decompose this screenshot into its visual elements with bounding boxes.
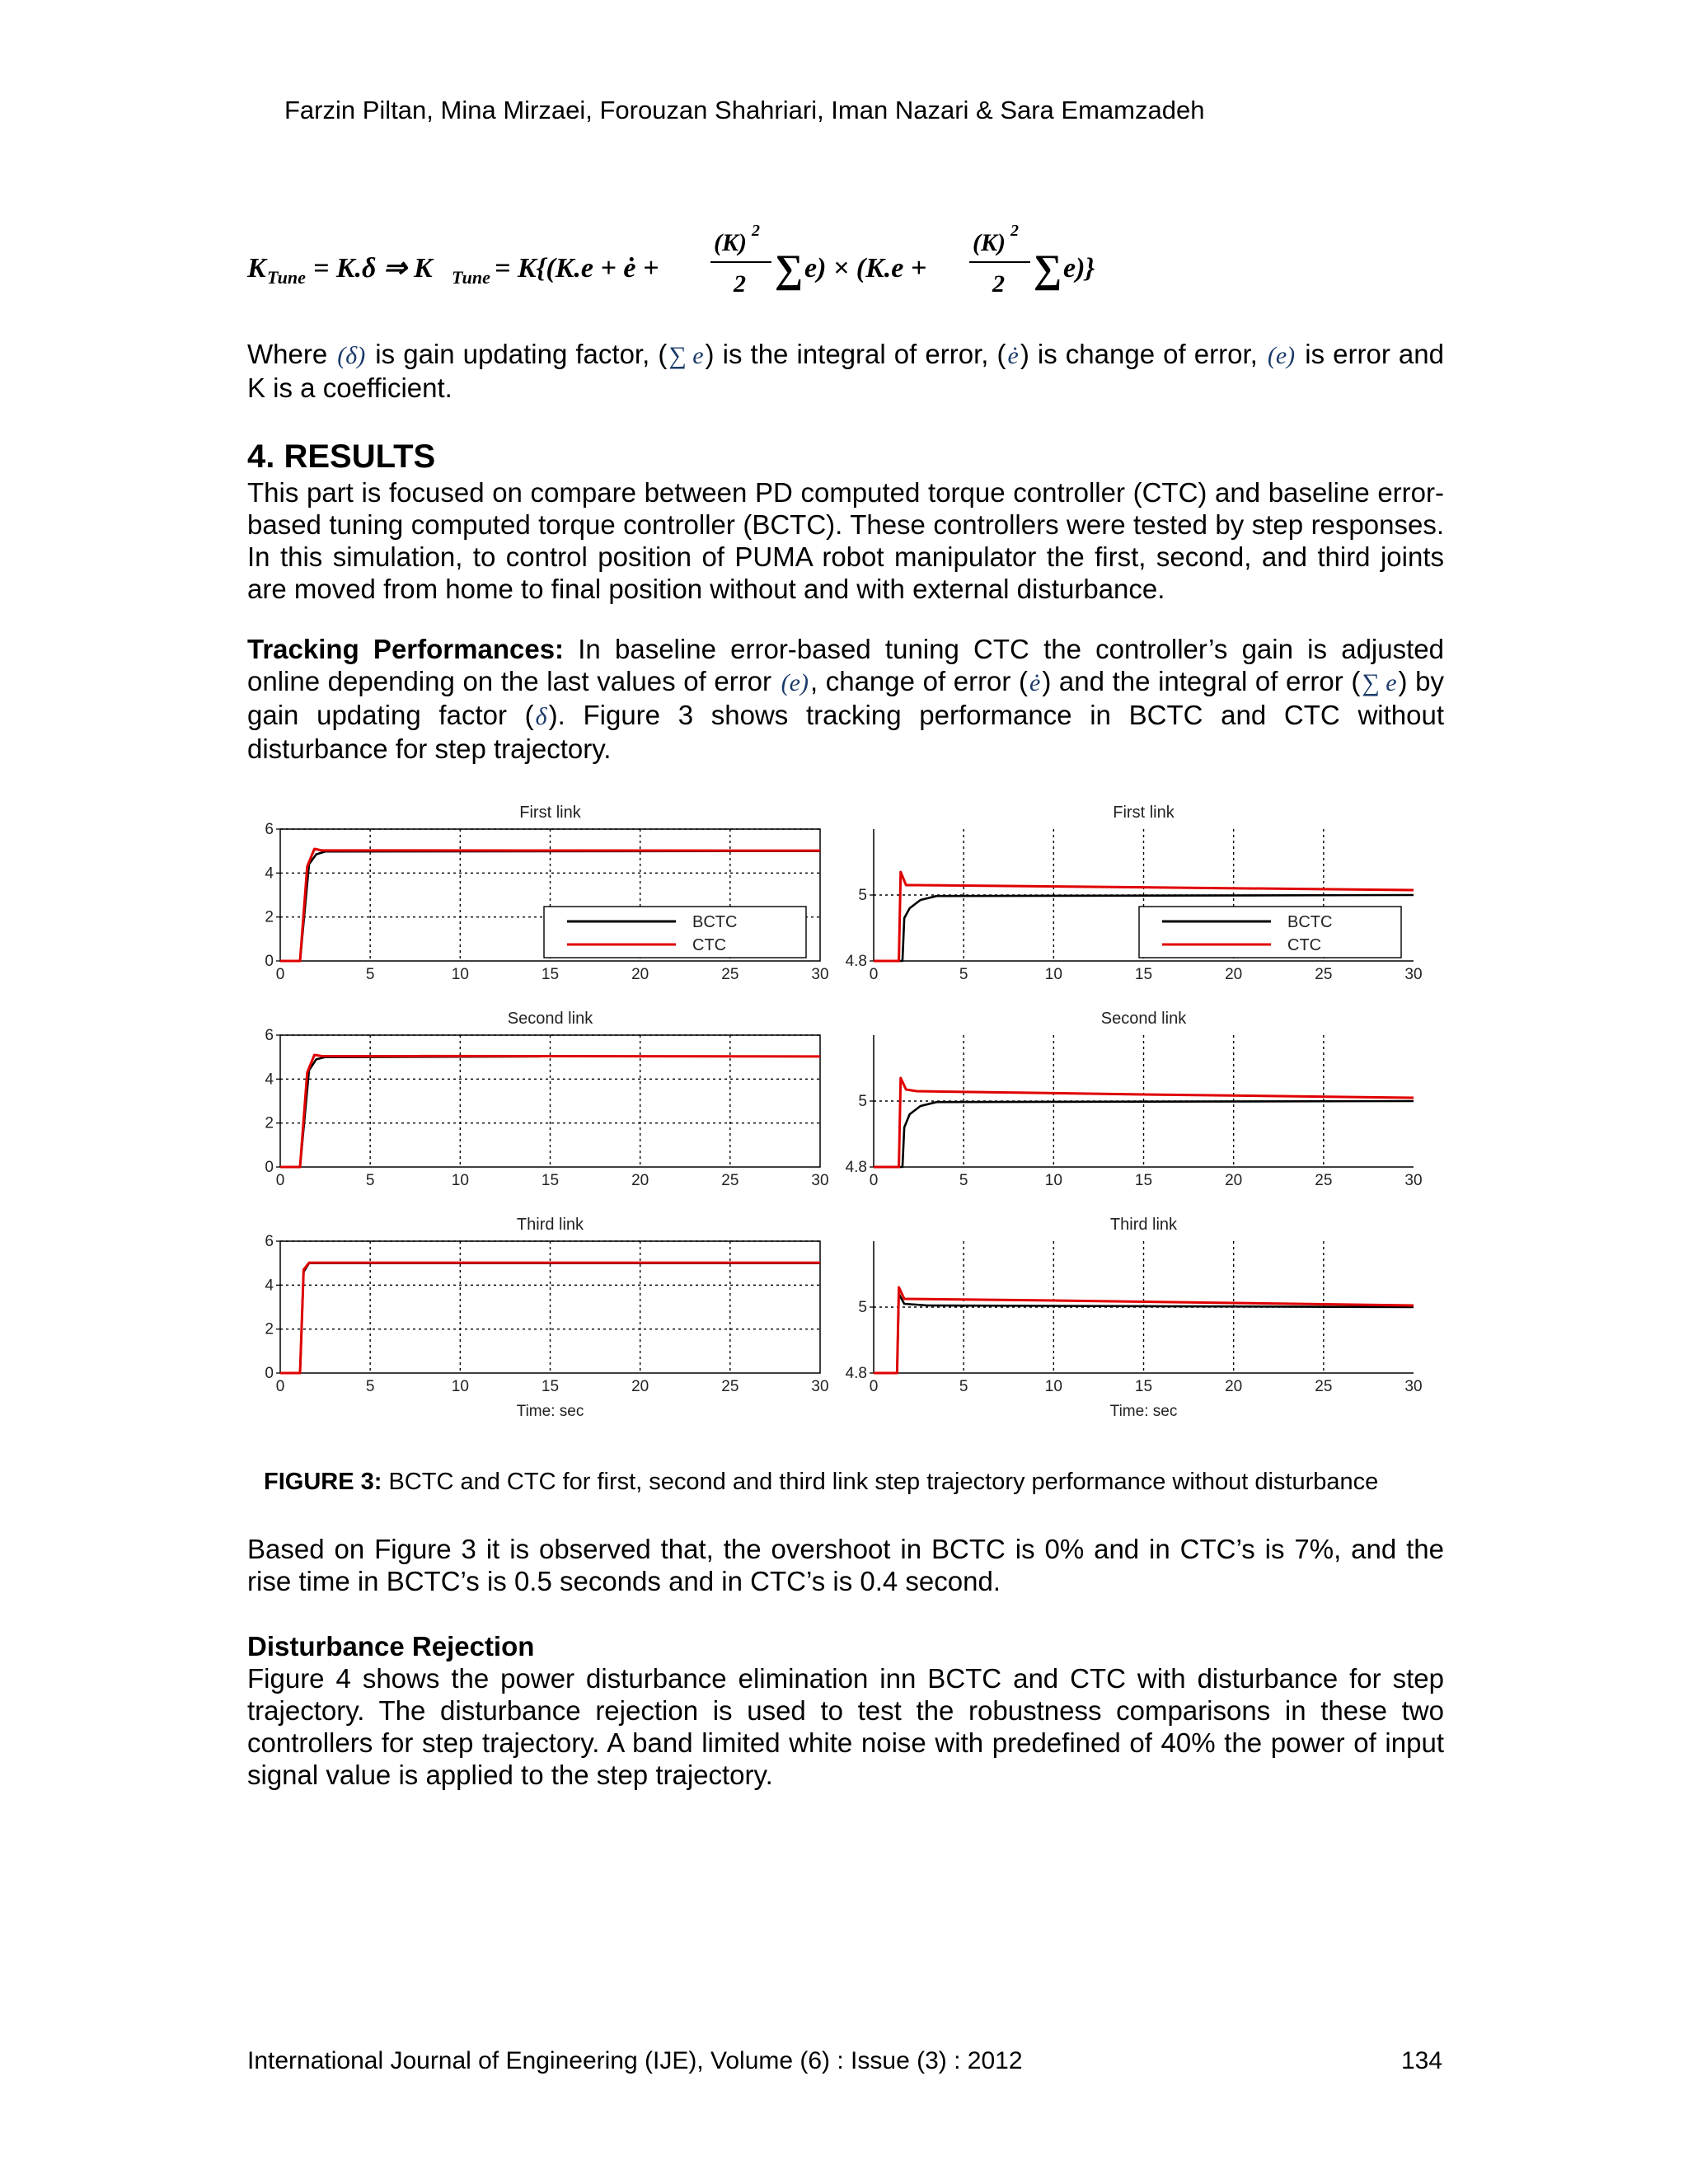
- x-tick-label: 0: [869, 966, 879, 983]
- formula-frac-num: (K): [714, 229, 747, 256]
- figure-caption: [264, 1469, 1378, 1496]
- x-tick-label: 25: [1315, 1378, 1333, 1395]
- y-tick-label: 0: [265, 1159, 274, 1176]
- x-tick-label: 20: [1225, 1172, 1243, 1189]
- where-text-3: ) is the integral of error, (: [705, 339, 1006, 369]
- tracking-text-4: ) by gain updating factor (: [247, 666, 1444, 730]
- x-tick-label: 15: [1134, 1378, 1153, 1395]
- legend-label-bctc: BCTC: [1287, 913, 1333, 931]
- x-tick-label: 10: [1044, 1172, 1062, 1189]
- x-tick-label: 5: [365, 1172, 375, 1189]
- tracking-text-3: ) and the integral of error (: [1042, 666, 1361, 696]
- formula-frac-exp: 2: [752, 222, 760, 240]
- where-text-5: is error and K is a coefficient.: [247, 339, 1444, 403]
- where-text-4: ) is change of error,: [1020, 339, 1266, 369]
- legend-box: [544, 907, 806, 958]
- x-tick-label: 5: [959, 966, 968, 983]
- x-tick-label: 30: [1404, 966, 1423, 983]
- section-heading-results: 4. RESULTS: [247, 438, 436, 475]
- chart-third-link-full: [247, 1210, 841, 1441]
- x-tick-label: 0: [275, 1172, 285, 1189]
- tracking-label: Tracking Performances:: [247, 634, 565, 664]
- x-tick-label: 5: [959, 1172, 968, 1189]
- x-tick-label: 15: [541, 1172, 560, 1189]
- where-text-1: Where: [247, 339, 336, 369]
- formula-frac2-exp: 2: [1010, 222, 1019, 240]
- y-tick-label: 6: [265, 1233, 274, 1250]
- formula-eq1-sub: Tune: [452, 267, 490, 288]
- observed-text: Based on Figure 3 it is observed that, the overshoot in BCTC is 0% and in CTC’s is 7%, and the rise time in BCTC’s is 0.5 seconds and in CTC’s is 0.4 second.: [247, 1534, 1444, 1596]
- tracking-integral-error-symbol: ∑ e: [1362, 669, 1397, 696]
- x-tick-label: 0: [869, 1172, 879, 1189]
- legend-box: [1139, 907, 1401, 958]
- chart-second-link-zoom: [841, 1004, 1434, 1210]
- footer-journal: International Journal of Engineering (IJE), Volume (6) : Issue (3) : 2012: [247, 2047, 1023, 2074]
- x-tick-label: 10: [451, 1378, 469, 1395]
- delta-symbol: (δ): [337, 342, 366, 369]
- disturbance-text: Figure 4 shows the power disturbance elimination inn BCTC and CTC with disturbance for step trajectory. The disturbance rejection is used to test the robustness comparisons in these two controllers for step trajectory. A band limited white noise with predefined of 40% the power of input signal value is applied to the step trajectory.: [247, 1663, 1444, 1790]
- disturbance-heading: Disturbance Rejection: [247, 1631, 535, 1661]
- legend-label-bctc: BCTC: [692, 913, 738, 931]
- formula-e-close: e) × (K.e +: [804, 253, 927, 284]
- x-tick-label: 10: [1044, 966, 1062, 983]
- y-tick-label: 0: [265, 953, 274, 970]
- results-paragraph: [247, 476, 1444, 605]
- chart-title: First link: [519, 804, 581, 822]
- error-symbol: (e): [1267, 342, 1296, 369]
- y-tick-label: 4: [265, 1277, 274, 1295]
- chart-third-link-zoom: [841, 1210, 1434, 1441]
- x-tick-label: 15: [541, 1378, 560, 1395]
- x-tick-label: 30: [1404, 1378, 1423, 1395]
- x-axis-label: Time: sec: [516, 1403, 584, 1420]
- tracking-text-1: In baseline error-based tuning CTC the controller’s gain is adjusted online depending on the last values of error: [247, 634, 1444, 696]
- x-tick-label: 30: [811, 1378, 829, 1395]
- x-tick-label: 20: [631, 966, 649, 983]
- formula-frac2-num: (K): [973, 229, 1006, 256]
- y-tick-label: 5: [858, 1299, 867, 1316]
- chart-first-link-full: [247, 798, 841, 1004]
- x-tick-label: 25: [721, 1378, 739, 1395]
- y-tick-label: 4.8: [845, 1159, 867, 1176]
- x-axis-label: Time: sec: [1109, 1403, 1178, 1420]
- x-tick-label: 0: [869, 1378, 879, 1395]
- legend-label-ctc: CTC: [1287, 936, 1322, 954]
- x-tick-label: 5: [365, 966, 375, 983]
- x-tick-label: 15: [541, 966, 560, 983]
- y-tick-label: 4.8: [845, 1365, 867, 1382]
- formula-frac-den: 2: [734, 270, 746, 298]
- figure-caption-text: BCTC and CTC for first, second and third link step trajectory performance without disturbance: [382, 1469, 1379, 1495]
- tracking-text-2: , change of error (: [809, 666, 1028, 696]
- figure-caption-label: FIGURE 3:: [264, 1469, 382, 1495]
- x-tick-label: 20: [631, 1172, 649, 1189]
- disturbance-section: [247, 1630, 1444, 1791]
- formula-lhs-sub: Tune: [267, 267, 306, 288]
- x-tick-label: 0: [275, 966, 285, 983]
- chart-title: Second link: [507, 1010, 593, 1028]
- y-tick-label: 4.8: [845, 953, 867, 970]
- x-tick-label: 30: [1404, 1172, 1423, 1189]
- x-tick-label: 0: [275, 1378, 285, 1395]
- y-tick-label: 2: [265, 1114, 274, 1132]
- x-tick-label: 15: [1134, 1172, 1153, 1189]
- chart-title: Third link: [516, 1216, 584, 1234]
- observed-paragraph: [247, 1533, 1444, 1597]
- x-tick-label: 20: [631, 1378, 649, 1395]
- chart-title: Second link: [1100, 1010, 1187, 1028]
- y-tick-label: 5: [858, 887, 867, 904]
- chart-title: First link: [1113, 804, 1175, 822]
- x-tick-label: 30: [811, 1172, 829, 1189]
- x-tick-label: 30: [811, 966, 829, 983]
- chart-first-link-zoom: [841, 798, 1434, 1004]
- figure-3: [247, 798, 1434, 1449]
- tracking-change-error-symbol: ė: [1029, 669, 1041, 696]
- y-tick-label: 2: [265, 1320, 274, 1338]
- y-tick-label: 6: [265, 821, 274, 838]
- footer-page-number: 134: [1401, 2047, 1443, 2074]
- integral-error-symbol: ∑ e: [668, 342, 704, 369]
- x-tick-label: 25: [1315, 1172, 1333, 1189]
- tracking-paragraph: [247, 633, 1444, 765]
- x-tick-label: 10: [451, 966, 469, 983]
- where-paragraph: [247, 338, 1444, 404]
- results-text: This part is focused on compare between PD computed torque controller (CTC) and baseline error-based tuning computed torque controller (BCTC). These controllers were tested by step responses. In this simulation, to control position of PUMA robot manipulator the first, second, and third joints are moved from home to final position without and with external disturbance.: [247, 477, 1444, 604]
- y-tick-label: 6: [265, 1027, 274, 1044]
- change-error-symbol: ė: [1007, 342, 1019, 369]
- series-line-bctc: [280, 1057, 542, 1167]
- running-header: Farzin Piltan, Mina Mirzaei, Forouzan Shahriari, Iman Nazari & Sara Emamzadeh: [284, 96, 1205, 124]
- y-tick-label: 4: [265, 865, 274, 883]
- x-tick-label: 10: [1044, 1378, 1062, 1395]
- tuning-formula-svg: [247, 216, 1137, 307]
- y-tick-label: 2: [265, 908, 274, 926]
- tracking-error-symbol: (e): [781, 669, 809, 696]
- x-tick-label: 25: [721, 1172, 739, 1189]
- y-tick-label: 5: [858, 1093, 867, 1110]
- x-tick-label: 15: [1134, 966, 1153, 983]
- formula-frac2-den: 2: [992, 270, 1005, 298]
- x-tick-label: 5: [365, 1378, 375, 1395]
- formula-lhs: K: [247, 253, 266, 284]
- x-tick-label: 5: [959, 1378, 968, 1395]
- formula-sum2: ∑: [1034, 247, 1062, 291]
- y-tick-label: 4: [265, 1071, 274, 1089]
- x-tick-label: 25: [721, 966, 739, 983]
- formula-end: e)}: [1063, 253, 1095, 284]
- x-tick-label: 20: [1225, 1378, 1243, 1395]
- formula-sum: ∑: [775, 247, 804, 291]
- tracking-delta-symbol: δ: [535, 703, 547, 730]
- legend-label-ctc: CTC: [692, 936, 727, 954]
- chart-second-link-full: [247, 1004, 841, 1210]
- x-tick-label: 10: [451, 1172, 469, 1189]
- tuning-formula: [247, 216, 1137, 307]
- y-tick-label: 0: [265, 1365, 274, 1382]
- x-tick-label: 25: [1315, 966, 1333, 983]
- where-text-2: is gain updating factor, (: [367, 339, 668, 369]
- x-tick-label: 20: [1225, 966, 1243, 983]
- formula-eq2: = K{(K.e + ė +: [495, 253, 659, 284]
- tracking-text-5: ). Figure 3 shows tracking performance in BCTC and CTC without disturbance for step trajectory.: [247, 700, 1444, 764]
- chart-title: Third link: [1109, 1216, 1178, 1234]
- formula-eq1: = K.δ ⇒ K: [313, 253, 433, 284]
